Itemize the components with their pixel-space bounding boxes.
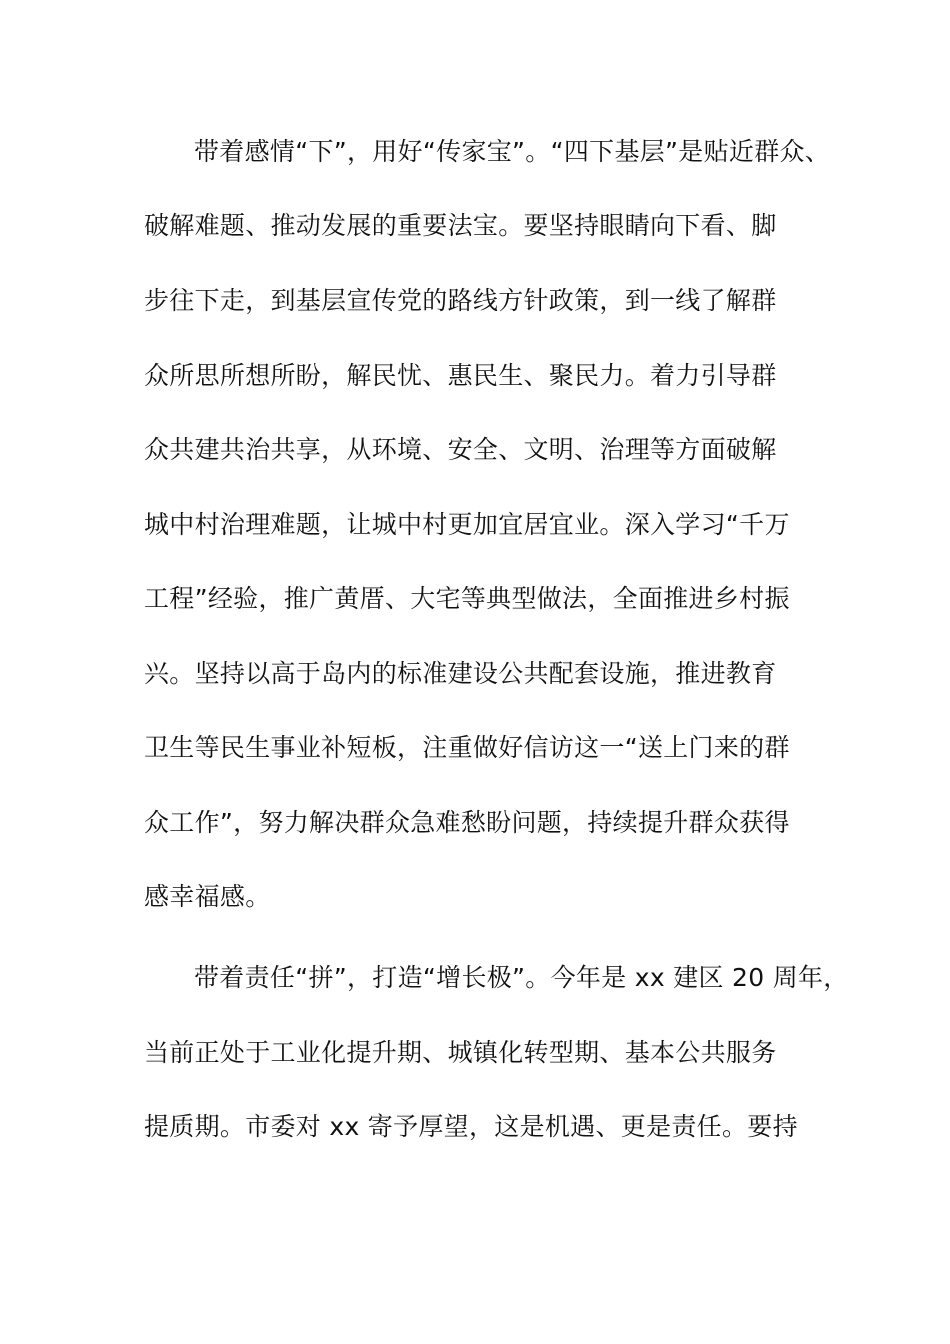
paragraph-2-line-1: 带着责任“拼”，打造“增长极”。今年是 xx 建区 20 周年，: [194, 963, 849, 992]
paragraph-1-line-10: 众工作”，努力解决群众急难愁盼问题，持续提升群众获得: [144, 808, 790, 837]
paragraph-2-line-3: 提质期。市委对 xx 寄予厚望，这是机遇、更是责任。要持: [144, 1112, 798, 1141]
paragraph-1-line-9: 卫生等民生事业补短板，注重做好信访这一“送上门来的群: [144, 733, 790, 762]
paragraph-1-line-11: 感幸福感。: [144, 882, 271, 911]
paragraph-1-line-4: 众所思所想所盼，解民忧、惠民生、聚民力。着力引导群: [144, 361, 777, 390]
paragraph-1-line-6: 城中村治理难题，让城中村更加宜居宜业。深入学习“千万: [144, 510, 790, 539]
paragraph-1-line-1: 带着感情“下”，用好“传家宝”。“四下基层”是贴近群众、: [194, 137, 831, 166]
paragraph-1-line-5: 众共建共治共享，从环境、安全、文明、治理等方面破解: [144, 435, 777, 464]
paragraph-1-line-2: 破解难题、推动发展的重要法宝。要坚持眼睛向下看、脚: [144, 211, 777, 240]
paragraph-2-line-2: 当前正处于工业化提升期、城镇化转型期、基本公共服务: [144, 1038, 777, 1067]
paragraph-1-line-8: 兴。坚持以高于岛内的标准建设公共配套设施，推进教育: [144, 659, 777, 688]
paragraph-1-line-7: 工程”经验，推广黄厝、大宅等典型做法，全面推进乡村振: [144, 584, 790, 613]
paragraph-1-line-3: 步往下走，到基层宣传党的路线方针政策，到一线了解群: [144, 286, 777, 315]
